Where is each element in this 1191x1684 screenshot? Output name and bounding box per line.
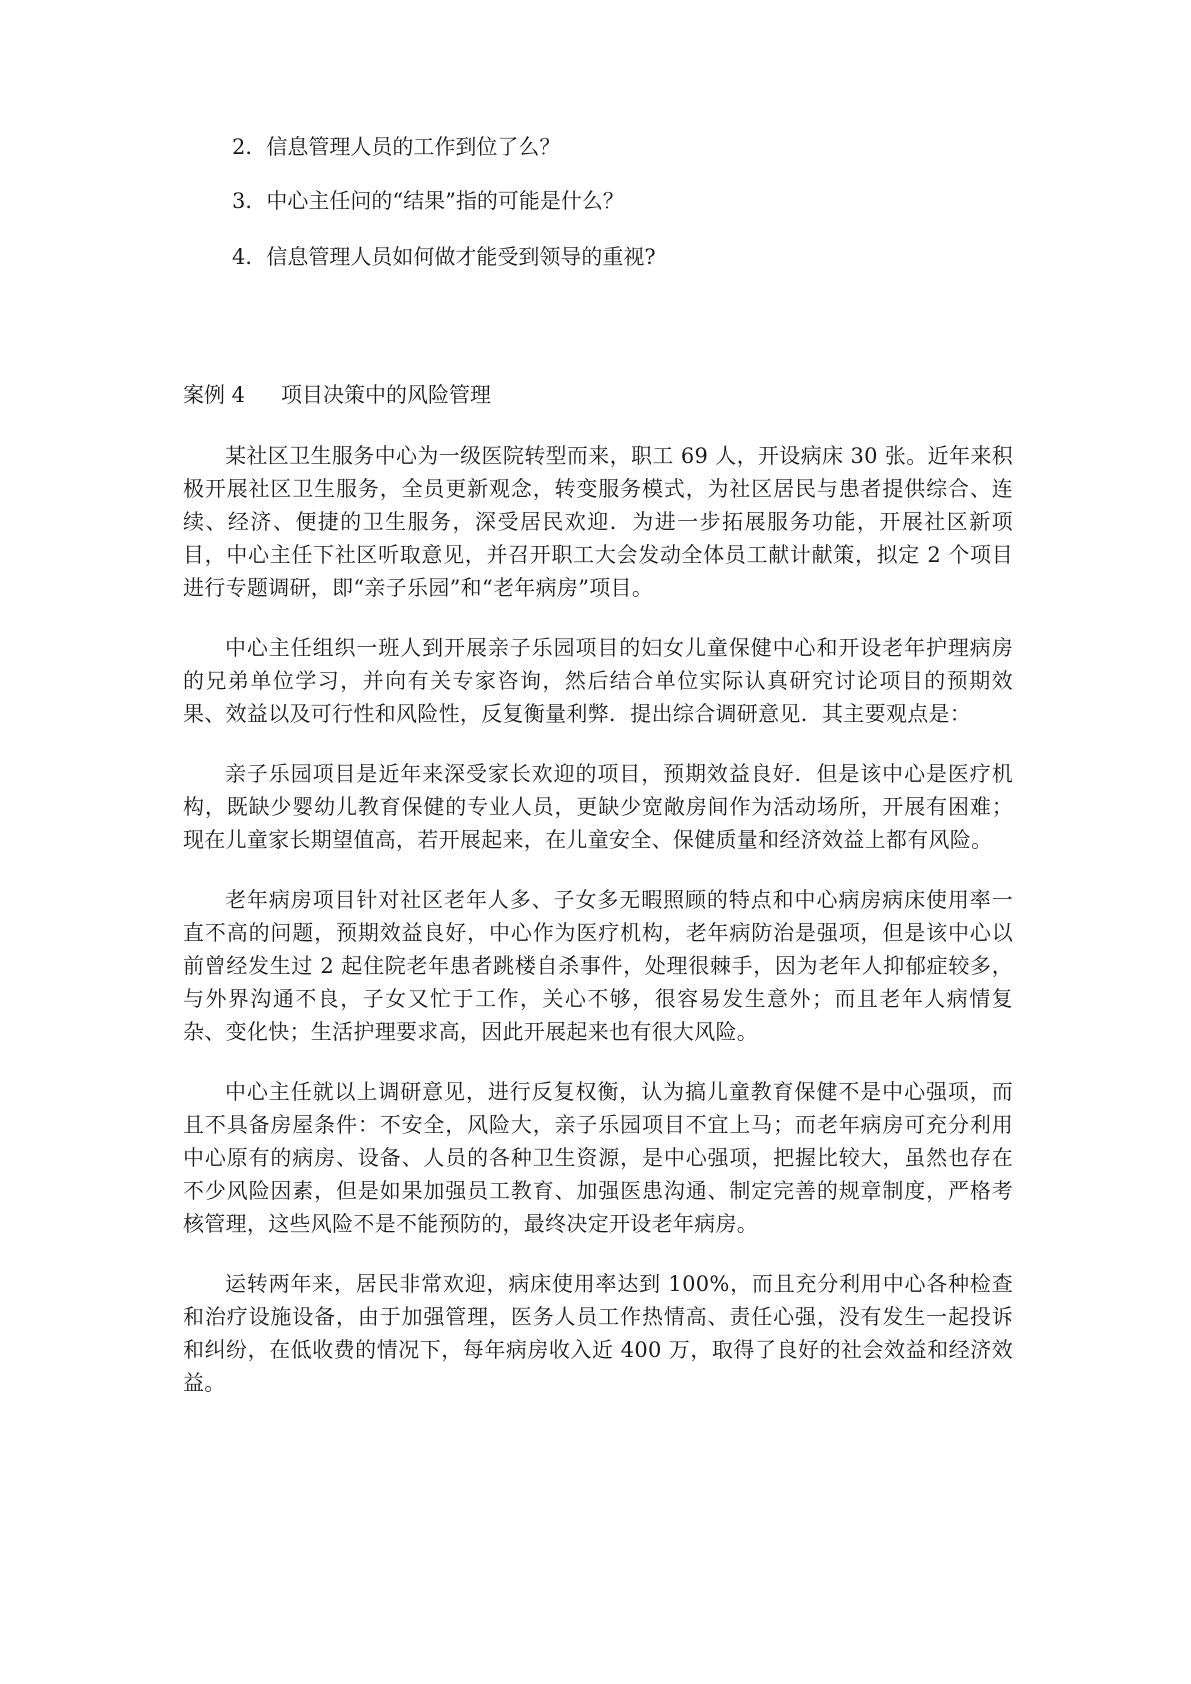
paragraph-research: 中心主任组织一班人到开展亲子乐园项目的妇女儿童保健中心和开设老年护理病房的兄弟单位学习，并向有关专家咨询，然后结合单位实际认真研究讨论项目的预期效果、效益以及可行性和风险性，反复衡量利弊．提出综合调研意见．其主要观点是： <box>183 636 1013 726</box>
case-heading <box>183 380 491 410</box>
paragraph-parent-child: 亲子乐园项目是近年来深受家长欢迎的项目，预期效益良好．但是该中心是医疗机构，既缺少婴幼儿教育保健的专业人员，更缺少宽敞房间作为活动场所，开展有困难；现在儿童家长期望值高，若开展起来，在儿童安全、保健质量和经济效益上都有风险。 <box>183 762 1013 852</box>
case-label: 案例 4 <box>183 383 246 407</box>
question-4: 4．信息管理人员如何做才能受到领导的重视? <box>232 245 656 269</box>
case-title: 项目决策中的风险管理 <box>281 383 492 407</box>
paragraph-intro: 某社区卫生服务中心为一级医院转型而来，职工 69 人，开设病床 30 张。近年来积极开展社区卫生服务，全员更新观念，转变服务模式，为社区居民与患者提供综合、连续、经济、便捷的卫生服务，深受居民欢迎．为进一步拓展服务功能，开展社区新项目，中心主任下社区听取意见，并召开职工大会发动全体员工献计献策，拟定 2 个项目进行专题调研，即“亲子乐园”和“老年病房”项目。 <box>183 444 1013 600</box>
case-body <box>183 440 1013 1427</box>
paragraph-outcome: 运转两年来，居民非常欢迎，病床使用率达到 100%，而且充分利用中心各种检查和治疗设施设备，由于加强管理，医务人员工作热情高、责任心强，没有发生一起投诉和纠纷，在低收费的情况下，每年病房收入近 400 万，取得了良好的社会效益和经济效益。 <box>183 1272 1013 1395</box>
paragraph-decision: 中心主任就以上调研意见，进行反复权衡，认为搞儿童教育保健不是中心强项，而且不具备房屋条件：不安全，风险大，亲子乐园项目不宜上马；而老年病房可充分利用中心原有的病房、设备、人员的各种卫生资源，是中心强项，把握比较大，虽然也存在不少风险因素，但是如果加强员工教育、加强医患沟通、制定完善的规章制度，严格考核管理，这些风险不是不能预防的，最终决定开设老年病房。 <box>183 1080 1013 1236</box>
question-2: 2．信息管理人员的工作到位了么？ <box>232 135 561 159</box>
question-3: 3．中心主任问的“结果”指的可能是什么？ <box>232 189 624 213</box>
paragraph-elderly-ward: 老年病房项目针对社区老年人多、子女多无暇照顾的特点和中心病房病床使用率一直不高的问题，预期效益良好，中心作为医疗机构，老年病防治是强项，但是该中心以前曾经发生过 2 起住院老年患者跳楼自杀事件，处理很棘手，因为老年人抑郁症较多，与外界沟通不良，子女又忙于工作，关心不够，很容易发生意外；而且老年人病情复杂、变化快；生活护理要求高，因此开展起来也有很大风险。 <box>183 888 1013 1044</box>
